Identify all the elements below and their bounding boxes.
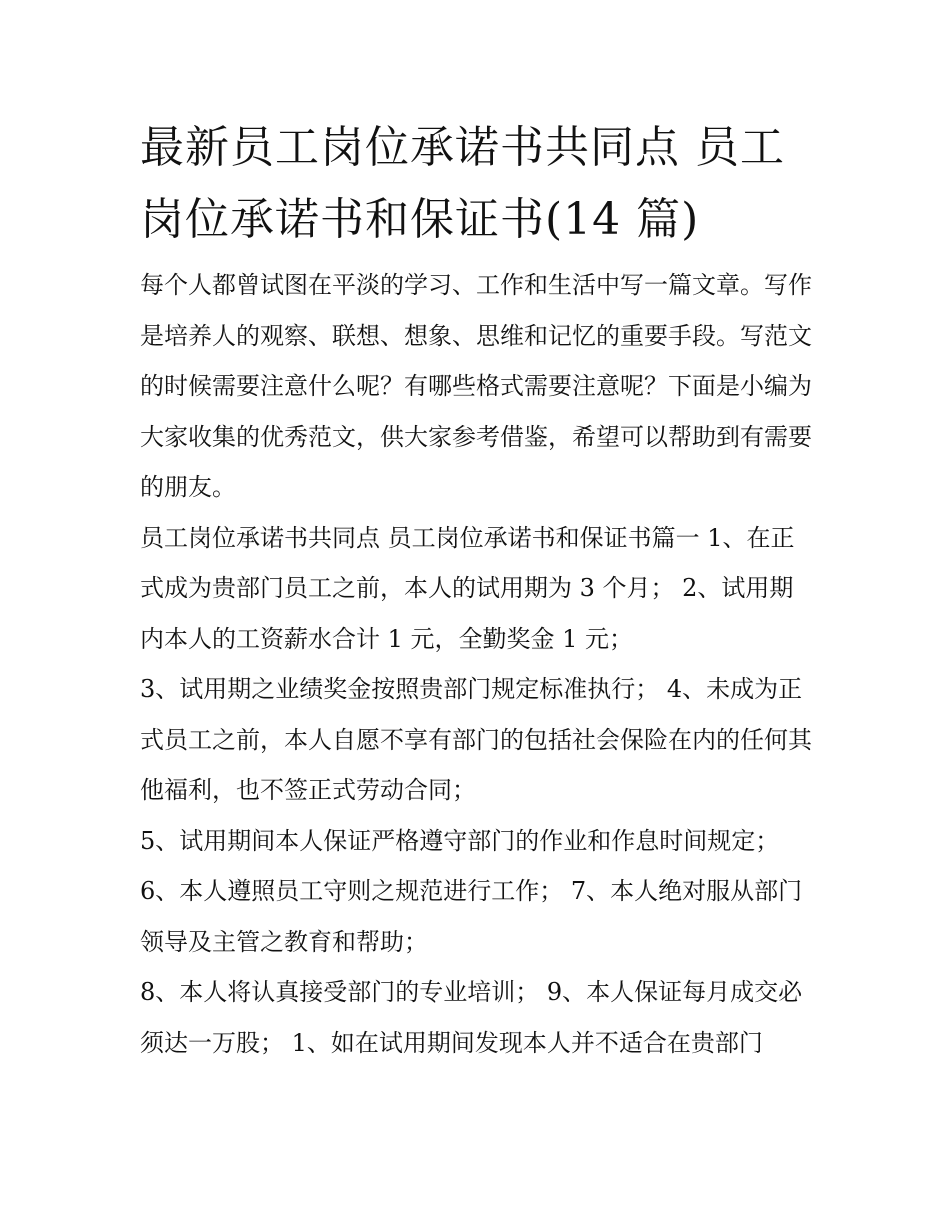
body-paragraph: 8、本人将认真接受部门的专业培训； 9、本人保证每月成交必须达一万股； 1、如在试用期间发现本人并不适合在贵部门 xyxy=(140,978,803,1057)
document-page xyxy=(140,112,812,1068)
intro-paragraph: 每个人都曾试图在平淡的学习、工作和生活中写一篇文章。写作是培养人的观察、联想、想象、思维和记忆的重要手段。写范文的时候需要注意什么呢？有哪些格式需要注意呢？下面是小编为大家收集的优秀范文，供大家参考借鉴，希望可以帮助到有需要的朋友。 xyxy=(140,271,812,501)
body-paragraph: 6、本人遵照员工守则之规范进行工作； 7、本人绝对服从部门领导及主管之教育和帮助； xyxy=(140,877,803,956)
document-title: 最新员工岗位承诺书共同点 员工岗位承诺书和保证书(14 篇) xyxy=(140,122,785,245)
body-paragraph: 3、试用期之业绩奖金按照贵部门规定标准执行； 4、未成为正式员工之前，本人自愿不享有部门的包括社会保险在内的任何其他福利，也不签正式劳动合同； xyxy=(140,675,812,804)
body-paragraph: 5、试用期间本人保证严格遵守部门的作业和作息时间规定； xyxy=(140,826,780,855)
body-paragraph: 员工岗位承诺书共同点 员工岗位承诺书和保证书篇一 1、在正式成为贵部门员工之前，本人的试用期为 3 个月； 2、试用期内本人的工资薪水合计 1 元，全勤奖金 1 元； xyxy=(140,523,795,653)
